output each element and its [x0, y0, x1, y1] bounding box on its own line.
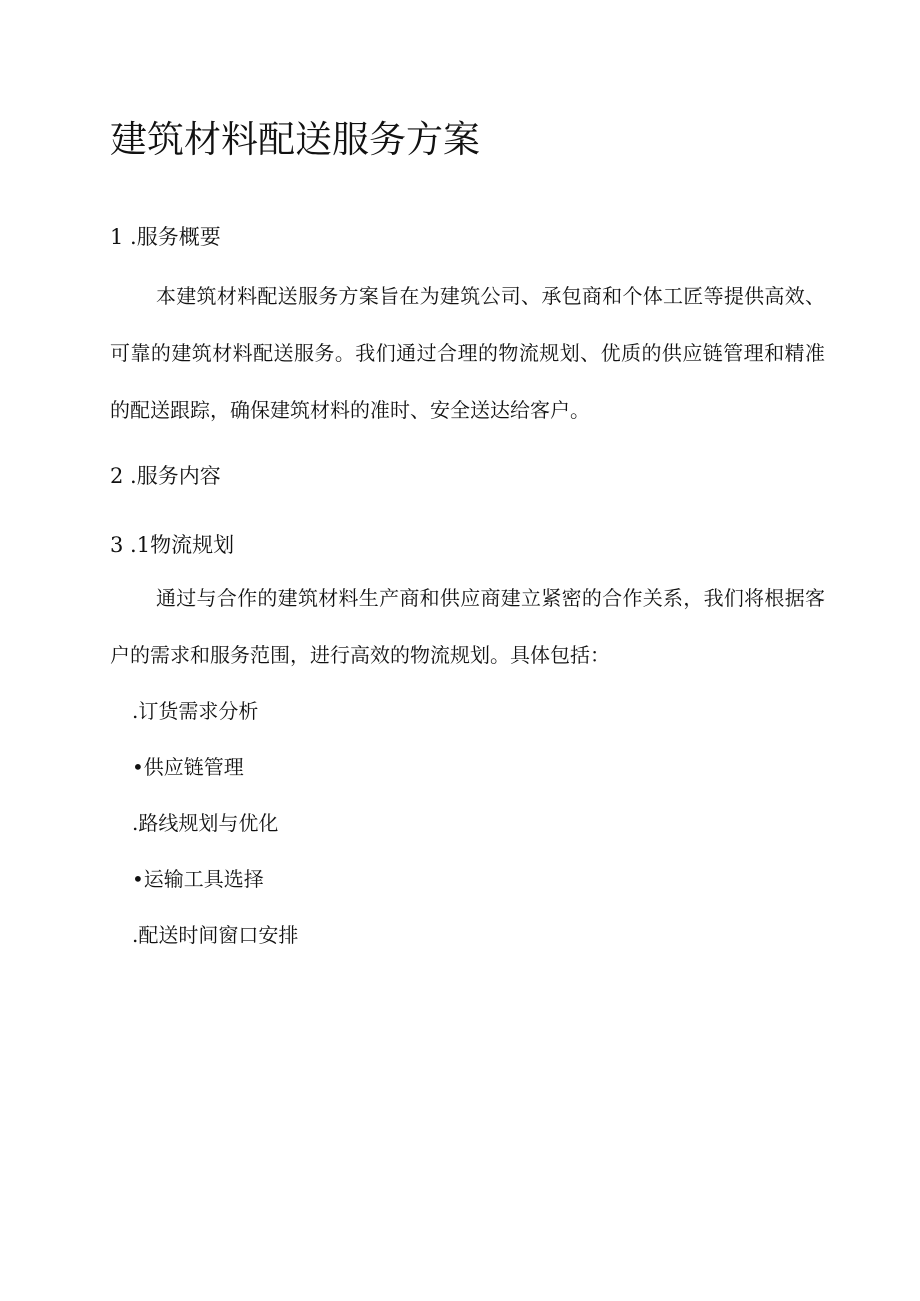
list-item: .路线规划与优化: [132, 811, 279, 835]
list-item: .订货需求分析: [132, 699, 259, 723]
section-heading-content: 2 .服务内容: [110, 464, 221, 488]
section-heading-overview: 1 .服务概要: [110, 225, 221, 249]
section-heading-logistics: 3 .1物流规划: [110, 533, 235, 557]
document-title: 建筑材料配送服务方案: [110, 118, 480, 161]
logistics-paragraph: 通过与合作的建筑材料生产商和供应商建立紧密的合作关系，我们将根据客户的需求和服务范围，进行高效的物流规划。具体包括：: [110, 586, 825, 667]
overview-paragraph: 本建筑材料配送服务方案旨在为建筑公司、承包商和个体工匠等提供高效、可靠的建筑材料配送服务。我们通过合理的物流规划、优质的供应链管理和精准的配送跟踪，确保建筑材料的准时、安全送达给客户。: [110, 284, 825, 422]
list-item: •运输工具选择: [132, 867, 264, 891]
list-item: .配送时间窗口安排: [132, 923, 299, 947]
list-item: •供应链管理: [132, 755, 244, 779]
